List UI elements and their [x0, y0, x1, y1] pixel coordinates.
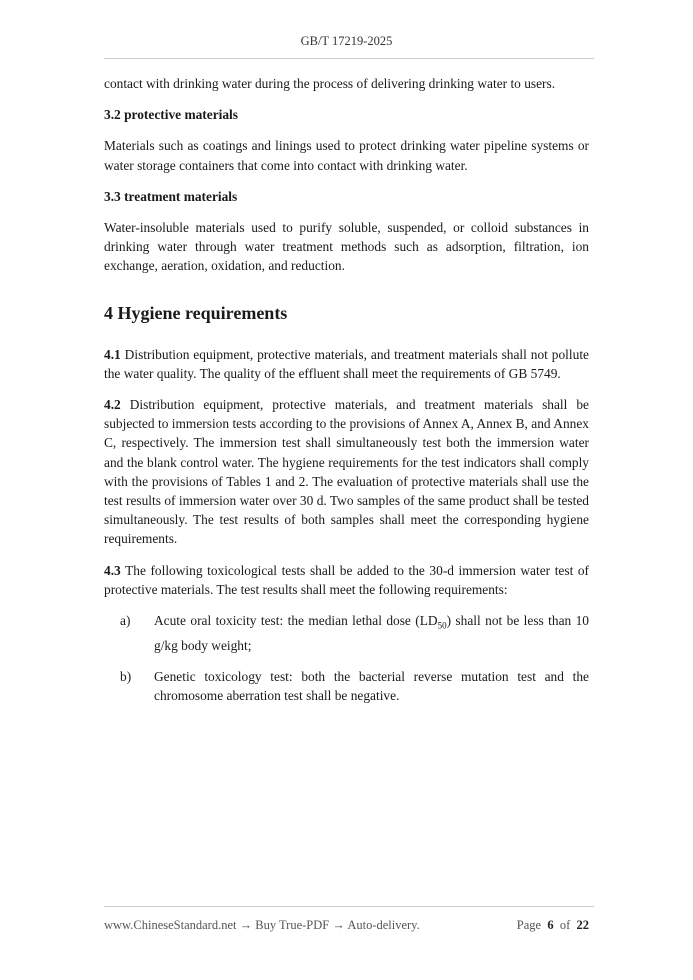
current-page: 6	[547, 918, 554, 932]
arrow-icon: →	[332, 918, 345, 932]
clause-number: 4.3	[104, 562, 121, 578]
total-pages: 22	[576, 918, 589, 932]
footer-promo	[104, 918, 420, 933]
footer-divider	[104, 906, 594, 907]
auto-delivery-text: Auto-delivery.	[347, 918, 420, 932]
arrow-icon: →	[239, 918, 253, 932]
page-body	[104, 74, 589, 718]
clause-text: The following toxicological tests shall be added to the 30-d immersion water test of protective materials. The test results shall meet the following requirements:	[104, 562, 590, 597]
list-marker: b)	[120, 669, 132, 685]
page-indicator	[517, 918, 589, 933]
list-item-text-post: ) shall not be less than 10 g/kg body weight;	[154, 613, 589, 653]
page-word: Page	[516, 918, 542, 932]
clause-text: Distribution equipment, protective materials, and treatment materials shall not pollute the water quality. The quality of the effluent shall meet the requirements of GB 5749.	[104, 346, 589, 381]
section-3-2-text: Materials such as coatings and linings used to protect drinking water pipeline systems or water storage containers that come into contact with drinking water.	[104, 138, 589, 173]
clause-number: 4.1	[104, 346, 121, 362]
running-header: GB/T 17219-2025	[300, 34, 393, 48]
list-item-a	[120, 611, 589, 655]
section-3-3-text: Water-insoluble materials used to purify soluble, suspended, or colloid substances in drinking water through water treatment methods such as adsorption, filtration, ion exchange, aeration, oxidation, and reduction.	[104, 220, 589, 274]
clause-number: 4.2	[104, 397, 121, 413]
section-4-heading: 4 Hygiene requirements	[104, 302, 288, 323]
list-item-text: Genetic toxicology test: both the bacterial reverse mutation test and the chromosome aberration test shall be negative.	[154, 669, 589, 704]
buy-link[interactable]: Buy True-PDF	[255, 918, 330, 932]
clause-4-3	[104, 561, 589, 599]
of-word: of	[559, 918, 571, 932]
list-marker: a)	[120, 613, 131, 629]
continued-paragraph: contact with drinking water during the process of delivering drinking water to users.	[104, 76, 556, 91]
clause-text: Distribution equipment, protective materials, and treatment materials shall be subjected to immersion tests according to the provisions of Annex A, Annex B, and Annex C, respectively. The immersion test shall simultaneously test both the immersion water and the blank control water. The hygiene requirements for the test indicators shall comply with the provisions of Tables 1 and 2. The evaluation of protective materials shall use the test results of immersion water over 30 d. Two samples of the same product shall be tested simultaneously. The test results of both samples shall meet the corresponding hygiene requirements.	[104, 397, 589, 547]
header-divider	[104, 58, 594, 59]
clause-4-2	[104, 395, 589, 549]
list-item-b	[120, 667, 589, 705]
list-item-text-pre: Acute oral toxicity test: the median lethal dose (LD	[154, 613, 438, 629]
site-link[interactable]: www.ChineseStandard.net	[104, 918, 237, 932]
section-3-3-title: 3.3 treatment materials	[104, 188, 238, 204]
section-3-2-title: 3.2 protective materials	[104, 107, 238, 123]
subscript-50: 50	[437, 620, 447, 631]
clause-4-1	[104, 345, 589, 383]
